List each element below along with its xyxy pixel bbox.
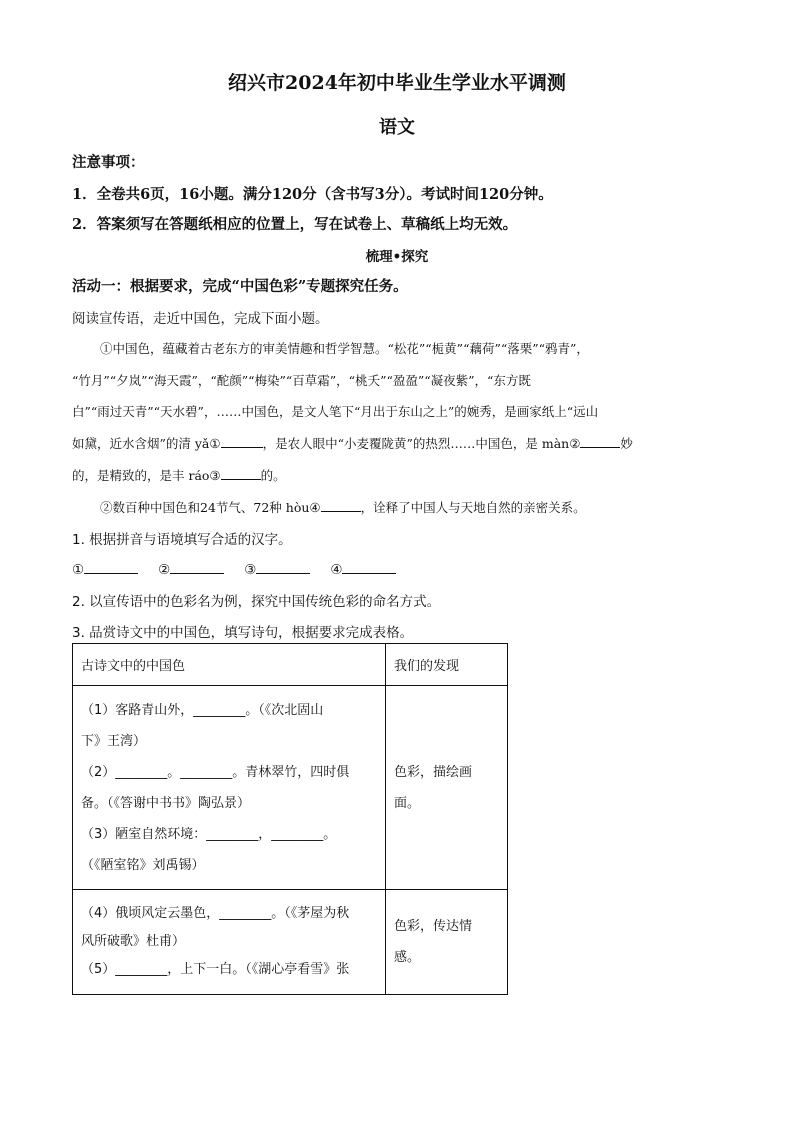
finding-line: 感。 — [394, 950, 421, 965]
answer-blank-4[interactable] — [342, 559, 396, 574]
question-3: 3. 品赏诗文中的中国色，填写诗句，根据要求完成表格。 — [72, 625, 414, 641]
blank-3[interactable] — [221, 465, 261, 480]
passage-para-2 — [100, 497, 586, 516]
finding-line: 色彩，描绘画 — [394, 764, 473, 780]
table-header-poetry: 古诗文中的中国色 — [73, 644, 386, 686]
notice-item-2: 2．答案须写在答题纸相应的位置上，写在试卷上、草稿纸上均无效。 — [72, 216, 518, 233]
table-row — [73, 890, 508, 995]
notice-heading: 注意事项： — [72, 154, 145, 171]
passage-text: ，是农人眼中“小麦覆陇黄”的热烈……中国色，是 màn② — [262, 436, 581, 451]
answer-blank-2[interactable] — [170, 559, 224, 574]
table-cell-finding — [386, 686, 508, 890]
poetry-table — [72, 643, 508, 995]
blank-1[interactable] — [221, 433, 263, 448]
table-cell-poetry — [73, 890, 386, 995]
passage-text: 的，是精致的，是丰 ráo③ — [72, 468, 221, 483]
table-header-row — [73, 644, 508, 686]
poetry-line: （2）________。________。青林翠竹，四时俱 — [81, 764, 350, 780]
finding-line: 色彩，传达情 — [394, 919, 473, 934]
blank-label: ③ — [244, 562, 257, 578]
finding-line: 面。 — [394, 795, 421, 811]
poetry-line: （1）客路青山外，________。（《次北固山 — [81, 702, 324, 718]
passage-text: 如黛，近水含烟”的清 yǎ① — [72, 436, 221, 451]
poetry-line: 备。（《答谢中书书》陶弘景） — [81, 795, 251, 811]
poetry-line: 下》王湾） — [81, 733, 147, 749]
passage-line-5 — [72, 465, 286, 484]
table-cell-poetry — [73, 686, 386, 890]
blank-label: ① — [72, 562, 85, 578]
notice-item-1: 1．全卷共6页，16小题。满分120分（含书写3分）。考试时间120分钟。 — [72, 186, 553, 203]
passage-line-2: “竹月”“夕岚”“海天霞”，“酡颜”“梅染”“百草霜”，“桃夭”“盈盈”“凝夜紫”，“东方既 — [72, 373, 531, 388]
blank-label: ④ — [330, 562, 343, 578]
table-header-finding: 我们的发现 — [386, 644, 508, 686]
subject-title: 语文 — [379, 117, 415, 138]
poetry-line: （3）陋室自然环境：________，________。 — [81, 826, 337, 842]
table-cell-finding — [386, 890, 508, 995]
poetry-line: （4）俄顷风定云墨色，________。（《茅屋为秋 — [81, 906, 350, 921]
passage-line-4 — [72, 433, 633, 452]
answer-blank-3[interactable] — [256, 559, 310, 574]
blank-2[interactable] — [580, 433, 620, 448]
section-title: 梳理•探究 — [365, 249, 429, 265]
passage-text: ②数百种中国色和24节气、72种 hòu④ — [100, 500, 321, 515]
answer-blanks-row — [72, 559, 396, 578]
passage-line-3: 白”“雨过天青”“天水碧”，……中国色，是文人笔下“月出于东山之上”的婉秀，是画家纸上“远山 — [72, 404, 599, 419]
poetry-line: （《陋室铭》刘禹锡） — [81, 857, 205, 873]
blank-4[interactable] — [321, 497, 361, 512]
table-row — [73, 686, 508, 890]
poetry-line: 风所破歌》杜甫） — [81, 934, 186, 949]
blank-label: ② — [158, 562, 171, 578]
activity-heading: 活动一：根据要求，完成“中国色彩”专题探究任务。 — [72, 278, 408, 295]
question-1: 1. 根据拼音与语境填写合适的汉字。 — [72, 532, 292, 548]
poetry-line: （5）________，上下一白。（《湖心亭看雪》张 — [81, 962, 350, 977]
question-2: 2. 以宣传语中的色彩名为例，探究中国传统色彩的命名方式。 — [72, 594, 441, 610]
exam-title: 绍兴市2024年初中毕业生学业水平调测 — [228, 72, 566, 94]
passage-text: ，诠释了中国人与天地自然的亲密关系。 — [360, 500, 586, 515]
answer-blank-1[interactable] — [84, 559, 138, 574]
reading-intro: 阅读宣传语，走近中国色，完成下面小题。 — [72, 311, 329, 327]
passage-text: 妙 — [620, 436, 633, 451]
passage-line-1: ①中国色，蕴藏着古老东方的审美情趣和哲学智慧。“松花”“栀黄”“藕荷”“落栗”“鸦青”， — [100, 341, 589, 356]
passage-text: 的。 — [260, 468, 286, 483]
